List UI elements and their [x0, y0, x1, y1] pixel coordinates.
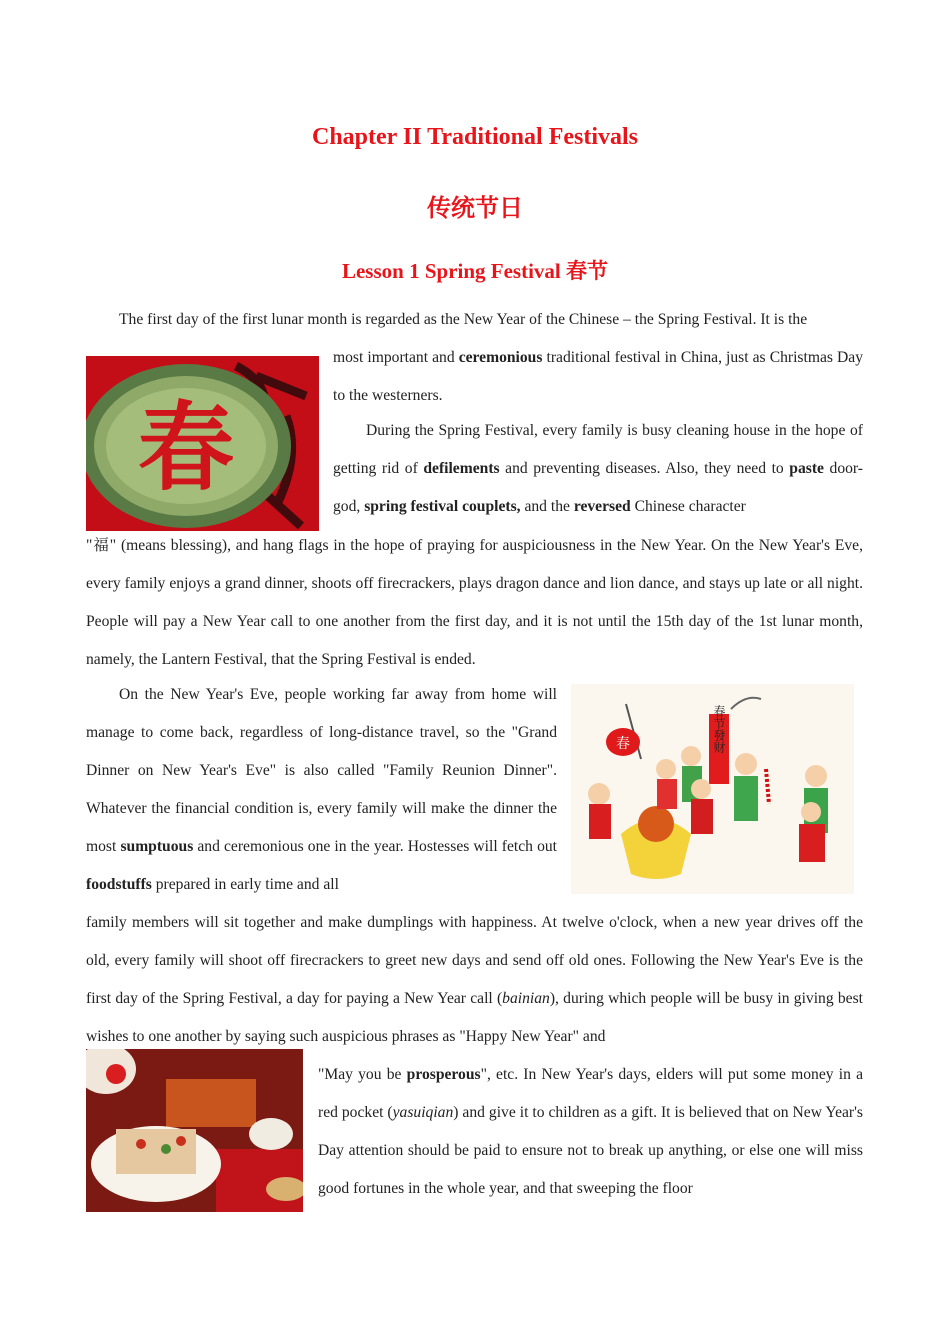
- paragraph-4-body: "May you be prosperous", etc. In New Year's days, elders will put some money in a red pocket (yasuiqian) and give it to children as a gift. It is believed that on New Year's Day attention should be paid to ensure not to break up anything, or else one will miss good fortunes in the whole year, and that sweeping the floor: [318, 1066, 863, 1197]
- spring-plate-image: [86, 356, 319, 531]
- children-celebration-image: [571, 684, 854, 894]
- lesson-title: [0, 255, 950, 285]
- paragraph-1-line-1: The first day of the first lunar month is regarded as the New Year of the Chinese – the Spring Festival. It is the: [119, 311, 808, 328]
- figure-spring-plate: [86, 356, 319, 531]
- figure-children-celebration: [571, 684, 854, 894]
- paragraph-3-body: On the New Year's Eve, people working far away from home will manage to come back, regardless of long-distance travel, so the "Grand Dinner on New Year's Eve" is also called "Family Reunion Dinner". Whatever the financial condition is, every family will make the dinner the most sumptuous and ceremonious one in the year. Hostesses will fetch out foodstuffs prepared in early time and all: [86, 686, 557, 893]
- new-year-food-image: [86, 1049, 303, 1212]
- paragraph-2-body: During the Spring Festival, every family is busy cleaning house in the hope of getting rid of defilements and preventing diseases. Also, they need to paste door-god, spring festival couplets, and the reversed Chinese character: [333, 422, 863, 515]
- paragraph-3-tail: family members will sit together and make dumplings with happiness. At twelve o'clock, when a new year drives off the old, every family will shoot off firecrackers to greet new days and send off old ones. Following the New Year's Eve is the first day of the Spring Festival, a day for paying a New Year call (bainian), during which people will be busy in giving best wishes to one another by saying such auspicious phrases as "Happy New Year" and: [86, 914, 863, 1045]
- paragraph-1-body: most important and ceremonious traditional festival in China, just as Christmas Day to the westerners.: [333, 349, 863, 404]
- figure-new-year-food: [86, 1049, 303, 1212]
- lesson-title-chinese: 春节: [566, 259, 609, 283]
- lesson-title-english: Lesson 1 Spring Festival: [341, 259, 561, 283]
- paragraph-2-tail: "福" (means blessing), and hang flags in the hope of praying for auspiciousness in the New Year. On the New Year's Eve, every family enjoys a grand dinner, shoots off firecrackers, plays dragon dance and lion dance, and stays up late or all night. People will pay a New Year call to one another from the first day, and it is not until the 15th day of the 1st lunar month, namely, the Lantern Festival, that the Spring Festival is ended.: [86, 537, 863, 668]
- banner-text: 春节發财: [712, 705, 726, 753]
- chapter-title: Chapter II Traditional Festivals: [311, 124, 639, 150]
- lantern-glyph: 春: [616, 736, 630, 752]
- plate-character: 春: [138, 392, 234, 504]
- chapter-title-chinese: 传统节日: [427, 194, 523, 222]
